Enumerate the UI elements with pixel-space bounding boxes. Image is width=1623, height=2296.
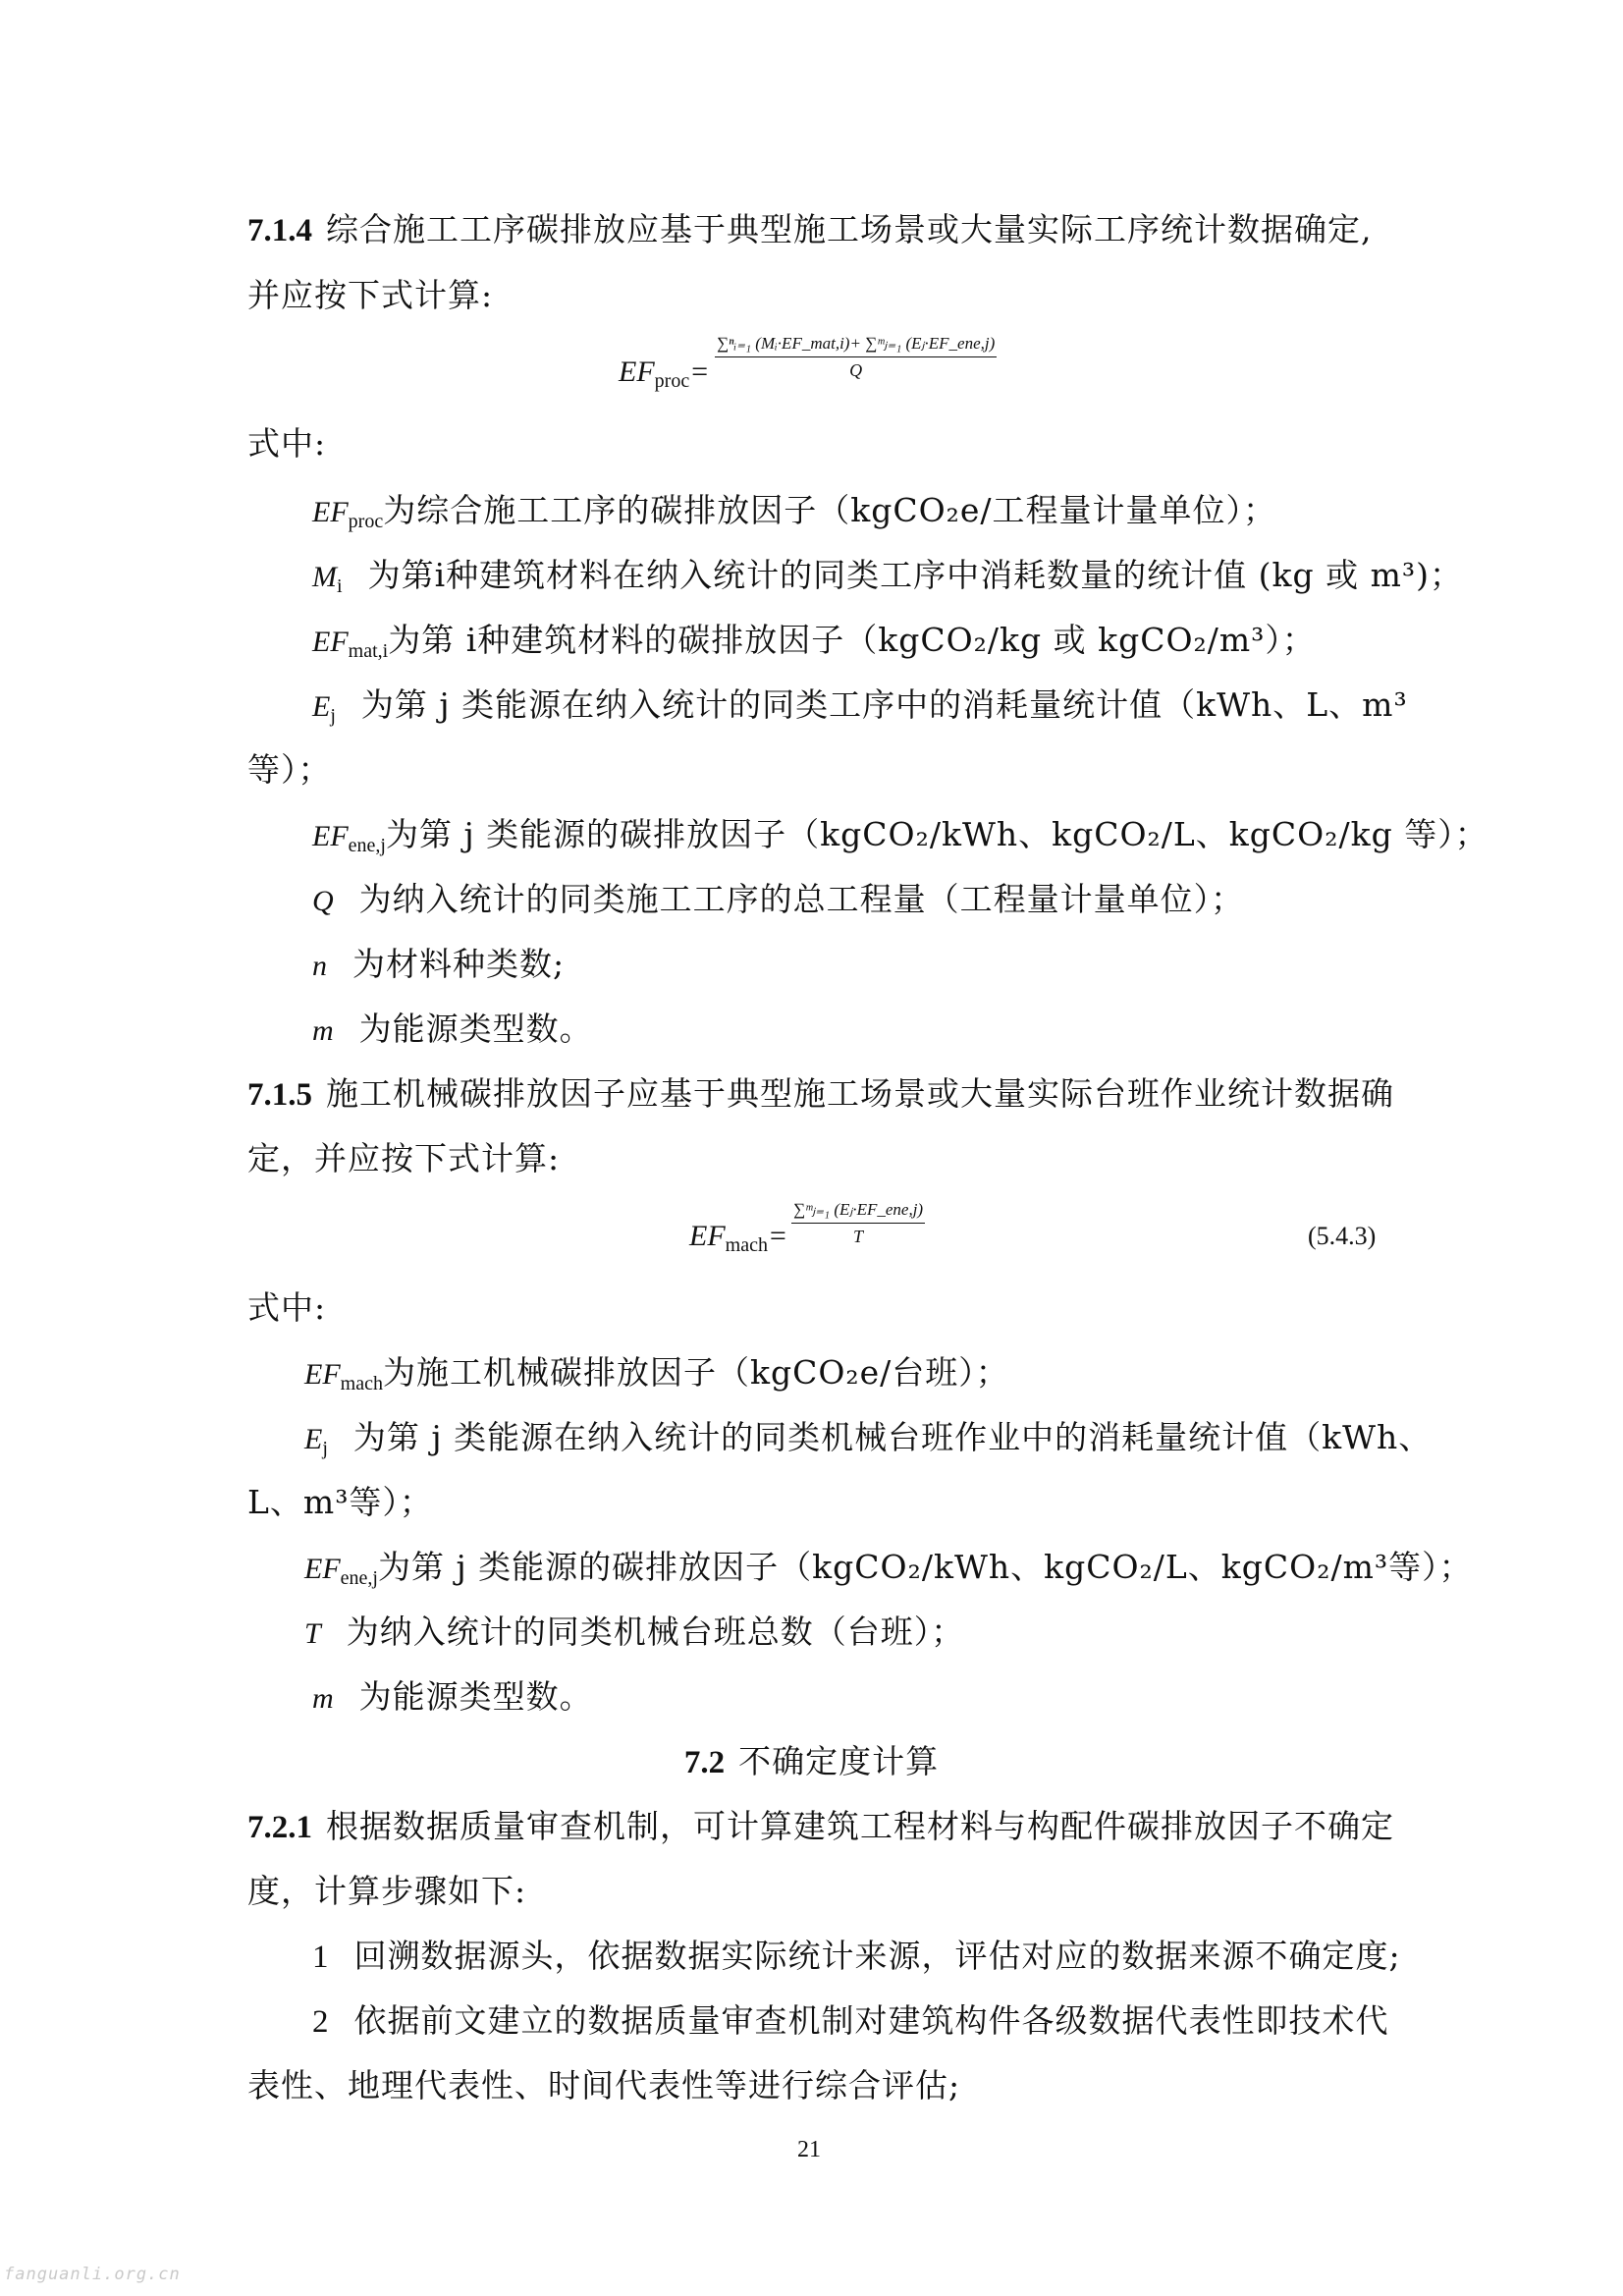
page-number: 21: [797, 2137, 821, 2162]
clause-7-1-5-line1: [247, 1074, 1394, 1115]
definition-m: [312, 1677, 593, 1719]
symbol: Q: [312, 885, 334, 917]
definition-ej-continued: 等）；: [247, 750, 332, 789]
clause-7-2-1-line1: [247, 1807, 1394, 1847]
symbol: $E_j$: [304, 1423, 328, 1459]
symbol: $EF_{ene,j}$: [312, 820, 386, 856]
clause-number: 7.1.4: [247, 213, 312, 248]
definition-text: 为纳入统计的同类机械台班总数（台班）；: [346, 1613, 965, 1651]
definition-ej: [312, 685, 1408, 736]
clause-number: 7.1.5: [247, 1077, 312, 1113]
formula-denominator: T: [853, 1227, 864, 1246]
clause-text: 综合施工工序碳排放应基于典型施工场景或大量实际工序统计数据确定,: [326, 210, 1373, 248]
definition-ef-mach: [304, 1353, 1009, 1403]
where-label: 式中:: [247, 424, 327, 463]
clause-7-1-4-line1: [247, 210, 1373, 250]
section-heading-7-2: [0, 1742, 1623, 1782]
formula-numerator: ∑ᵐⱼ₌₁ (Eⱼ·EF_ene,j): [791, 1200, 925, 1224]
definition-t: [304, 1613, 964, 1654]
definition-text: 为第 j 类能源的碳排放因子（kgCO₂/kWh、kgCO₂/L、kgCO₂/kg 等）；: [385, 815, 1488, 853]
step-2-continued: 表性、地理代表性、时间代表性等进行综合评估;: [247, 2066, 961, 2105]
clause-text: 根据数据质量审查机制，可计算建筑工程材料与构配件碳排放因子不确定: [326, 1807, 1394, 1845]
definition-ef-ene: [312, 815, 1488, 865]
symbol: m: [312, 1682, 334, 1715]
symbol: m: [312, 1014, 334, 1047]
formula-numerator: ∑ⁿᵢ₌₁ (Mᵢ·EF_mat,i)+ ∑ᵐⱼ₌₁ (Eⱼ·EF_ene,j): [715, 334, 997, 357]
definition-ej: [304, 1418, 1432, 1468]
step-text: 依据前文建立的数据质量审查机制对建筑构件各级数据代表性即技术代: [353, 2001, 1389, 2040]
definition-ef-mat: [312, 621, 1316, 671]
definition-m: [312, 1010, 593, 1051]
equation-number: (5.4.3): [1308, 1222, 1377, 1250]
formula-lhs: $EF_{proc}=$: [619, 355, 710, 392]
symbol: $EF_{mach}$: [304, 1358, 383, 1394]
definition-text: 为材料种类数;: [352, 945, 566, 983]
symbol: $EF_{mat,i}$: [312, 626, 389, 662]
where-label: 式中:: [247, 1288, 327, 1327]
symbol: n: [312, 950, 327, 982]
section-number: 7.2: [683, 1745, 726, 1780]
clause-7-1-4-line2: 并应按下式计算:: [247, 276, 494, 314]
step-number: 1: [312, 1940, 329, 1975]
symbol: $E_j$: [312, 690, 336, 727]
definition-text: 为纳入统计的同类施工工序的总工程量（工程量计量单位）；: [358, 880, 1245, 918]
definition-text: 为第 j 类能源在纳入统计的同类机械台班作业中的消耗量统计值（kWh、: [352, 1418, 1433, 1456]
definition-text: 为能源类型数。: [358, 1677, 593, 1716]
definition-n: [312, 945, 565, 986]
definition-text: 为施工机械碳排放因子（kgCO₂e/台班）；: [382, 1353, 1009, 1392]
symbol: $EF_{ene,j}$: [304, 1553, 378, 1589]
formula-fraction: [715, 334, 997, 381]
step-number: 2: [312, 2004, 329, 2040]
clause-text: 施工机械碳排放因子应基于典型施工场景或大量实际台班作业统计数据确: [326, 1074, 1394, 1113]
definition-text: 为第 i种建筑材料的碳排放因子（kgCO₂/kg 或 kgCO₂/m³）；: [388, 621, 1316, 659]
definition-ej-continued: L、m³等）；: [247, 1483, 433, 1521]
formula-denominator: Q: [849, 360, 863, 380]
symbol: T: [304, 1617, 321, 1650]
formula-lhs: $EF_{mach}=$: [689, 1220, 788, 1256]
definition-text: 为综合施工工序的碳排放因子（kgCO₂e/工程量计量单位）；: [383, 491, 1277, 529]
definition-text: 为能源类型数。: [358, 1010, 593, 1048]
clause-7-2-1-line2: 度，计算步骤如下:: [247, 1872, 527, 1910]
definition-text: 为第 j 类能源在纳入统计的同类工序中的消耗量统计值（kWh、L、m³: [360, 685, 1408, 724]
step-1: [312, 1937, 1401, 1977]
formula-fraction: [791, 1200, 925, 1247]
symbol: $M_i$: [312, 561, 343, 597]
symbol: $EF_{proc}$: [312, 496, 384, 532]
watermark-text: fanguanli.org.cn: [4, 2265, 181, 2284]
definition-text: 为第 j 类能源的碳排放因子（kgCO₂/kWh、kgCO₂/L、kgCO₂/m³等）；: [377, 1548, 1473, 1586]
clause-number: 7.2.1: [247, 1810, 312, 1845]
clause-7-1-5-line2: 定，并应按下式计算:: [247, 1139, 561, 1177]
step-text: 回溯数据源头，依据数据实际统计来源，评估对应的数据来源不确定度;: [353, 1937, 1401, 1975]
definition-mi: [312, 556, 1463, 606]
definition-ef-proc: [312, 491, 1276, 541]
definition-ef-ene: [304, 1548, 1473, 1598]
step-2: [312, 2001, 1389, 2042]
definition-text: 为第i种建筑材料在纳入统计的同类工序中消耗数量的统计值 (kg 或 m³)；: [367, 556, 1463, 594]
definition-q: [312, 880, 1244, 921]
section-title: 不确定度计算: [738, 1742, 940, 1780]
